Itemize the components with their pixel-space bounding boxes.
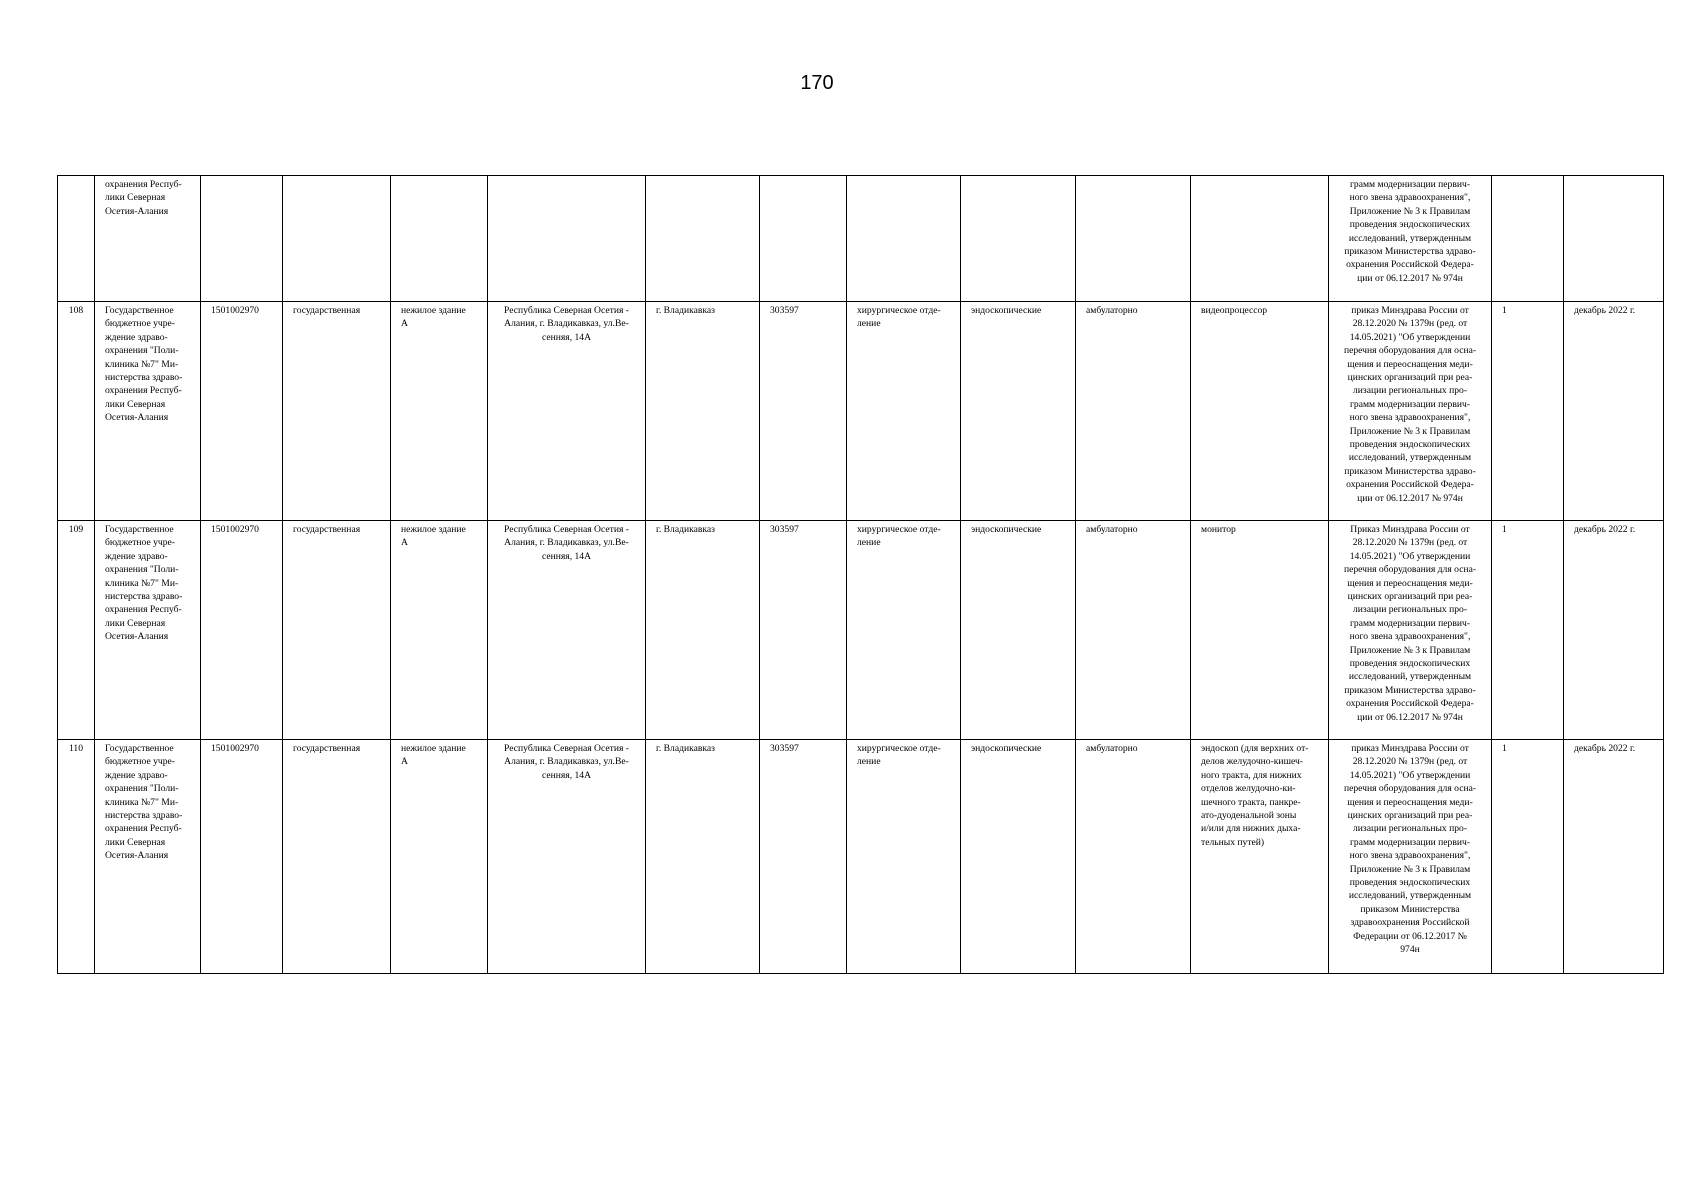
cell-mode: амбулаторно — [1076, 302, 1191, 521]
cell-building: нежилое здание А — [391, 740, 488, 974]
cell-organization: Государственное бюджетное учре- ждение здраво- охранения "Поли- клиника №7" Ми- нистерства здраво- охранения Респуб- лики Северная Осетия-Алания — [95, 521, 201, 740]
cell-code — [760, 176, 847, 302]
cell-num: 109 — [58, 521, 95, 740]
cell-quantity: 1 — [1492, 302, 1564, 521]
cell-organization: охранения Респуб- лики Северная Осетия-Алания — [95, 176, 201, 302]
cell-num — [58, 176, 95, 302]
cell-inn — [201, 176, 283, 302]
cell-inn: 1501002970 — [201, 302, 283, 521]
cell-code: 303597 — [760, 740, 847, 974]
cell-quantity: 1 — [1492, 740, 1564, 974]
cell-city: г. Владикавказ — [646, 302, 760, 521]
table-row — [58, 302, 1664, 521]
cell-mode — [1076, 176, 1191, 302]
cell-address: Республика Северная Осетия - Алания, г. Владикавказ, ул.Ве- сенняя, 14А — [488, 521, 646, 740]
table-row — [58, 740, 1664, 974]
cell-inn: 1501002970 — [201, 521, 283, 740]
cell-organization: Государственное бюджетное учре- ждение здраво- охранения "Поли- клиника №7" Ми- нистерства здраво- охранения Респуб- лики Северная Осетия-Алания — [95, 302, 201, 521]
cell-ownership — [283, 176, 391, 302]
cell-inn: 1501002970 — [201, 740, 283, 974]
cell-department: хирургическое отде- ление — [847, 740, 961, 974]
table-row-continuation — [58, 176, 1664, 302]
table-row — [58, 521, 1664, 740]
cell-basis: грамм модернизации первич- ного звена здравоохранения", Приложение № 3 к Правилам проведения эндоскопических исследований, утвержденным приказом Министерства здраво- охранения Российской Федера- ции от 06.12.2017 № 974н — [1329, 176, 1492, 302]
cell-city: г. Владикавказ — [646, 740, 760, 974]
cell-equipment — [1191, 176, 1329, 302]
cell-date: декабрь 2022 г. — [1564, 521, 1664, 740]
cell-ownership: государственная — [283, 302, 391, 521]
cell-ownership: государственная — [283, 740, 391, 974]
cell-building — [391, 176, 488, 302]
page-number: 170 — [800, 72, 834, 94]
cell-organization: Государственное бюджетное учре- ждение здраво- охранения "Поли- клиника №7" Ми- нистерства здраво- охранения Респуб- лики Северная Осетия-Алания — [95, 740, 201, 974]
cell-date: декабрь 2022 г. — [1564, 740, 1664, 974]
cell-basis: Приказ Минздрава России от 28.12.2020 № 1379н (ред. от 14.05.2021) "Об утверждении перечня оборудования для осна- щения и переоснащения меди- цинских организаций при реа- лизации региональных про- грамм модернизации первич- ного звена здравоохранения", Приложение № 3 к Правилам проведения эндоскопических исследований, утвержденным приказом Министерства здраво- охранения Российской Федера- ции от 06.12.2017 № 974н — [1329, 521, 1492, 740]
cell-department — [847, 176, 961, 302]
cell-ownership: государственная — [283, 521, 391, 740]
cell-basis: приказ Минздрава России от 28.12.2020 № 1379н (ред. от 14.05.2021) "Об утверждении перечня оборудования для осна- щения и переоснащения меди- цинских организаций при реа- лизации региональных про- грамм модернизации первич- ного звена здравоохранения", Приложение № 3 к Правилам проведения эндоскопических исследований, утвержденным приказом Министерства здравоохранения Российской Федерации от 06.12.2017 № 974н — [1329, 740, 1492, 974]
cell-address: Республика Северная Осетия - Алания, г. Владикавказ, ул.Ве- сенняя, 14А — [488, 740, 646, 974]
cell-equipment: эндоскоп (для верхних от- делов желудочно-кишеч- ного тракта, для нижних отделов желудочно-ки- шечного тракта, панкре- ато-дуоденальной зоны и/или для нижних дыха- тельных путей) — [1191, 740, 1329, 974]
cell-city: г. Владикавказ — [646, 521, 760, 740]
cell-code: 303597 — [760, 302, 847, 521]
cell-quantity — [1492, 176, 1564, 302]
cell-equipment: видеопроцессор — [1191, 302, 1329, 521]
cell-date: декабрь 2022 г. — [1564, 302, 1664, 521]
cell-basis: приказ Минздрава России от 28.12.2020 № 1379н (ред. от 14.05.2021) "Об утверждении перечня оборудования для осна- щения и переоснащения меди- цинских организаций при реа- лизации региональных про- грамм модернизации первич- ного звена здравоохранения", Приложение № 3 к Правилам проведения эндоскопических исследований, утвержденным приказом Министерства здраво- охранения Российской Федера- ции от 06.12.2017 № 974н — [1329, 302, 1492, 521]
cell-type: эндоскопические — [961, 521, 1076, 740]
cell-type: эндоскопические — [961, 302, 1076, 521]
cell-address: Республика Северная Осетия - Алания, г. Владикавказ, ул.Ве- сенняя, 14А — [488, 302, 646, 521]
cell-date — [1564, 176, 1664, 302]
cell-mode: амбулаторно — [1076, 521, 1191, 740]
cell-city — [646, 176, 760, 302]
cell-mode: амбулаторно — [1076, 740, 1191, 974]
cell-num: 110 — [58, 740, 95, 974]
cell-type — [961, 176, 1076, 302]
cell-building: нежилое здание А — [391, 302, 488, 521]
cell-code: 303597 — [760, 521, 847, 740]
cell-department: хирургическое отде- ление — [847, 302, 961, 521]
cell-building: нежилое здание А — [391, 521, 488, 740]
cell-equipment: монитор — [1191, 521, 1329, 740]
cell-type: эндоскопические — [961, 740, 1076, 974]
cell-quantity: 1 — [1492, 521, 1564, 740]
equipment-registry-table — [57, 175, 1664, 974]
cell-department: хирургическое отде- ление — [847, 521, 961, 740]
cell-address — [488, 176, 646, 302]
cell-num: 108 — [58, 302, 95, 521]
